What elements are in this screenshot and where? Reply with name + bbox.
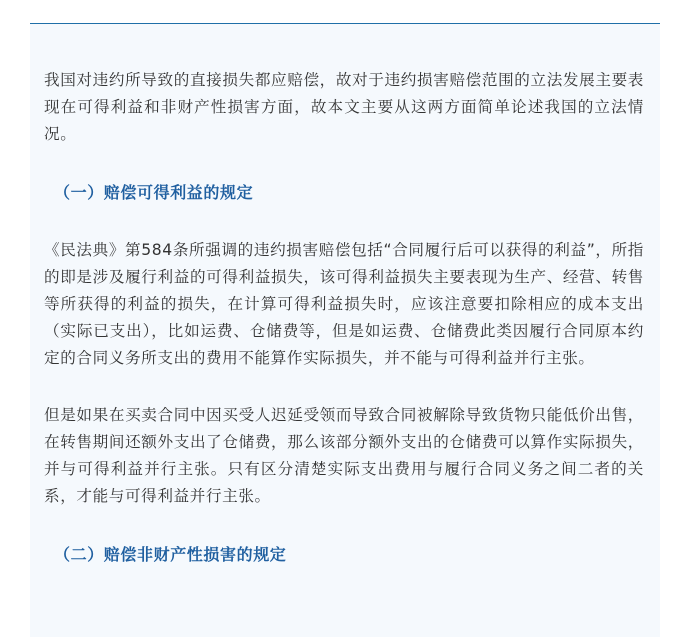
section-heading-non-property-damage: （二）赔偿非财产性损害的规定 — [54, 545, 287, 564]
civil-code-paragraph: 《民法典》第584条所强调的违约损害赔偿包括“合同履行后可以获得的利益”，所指的即是涉及履行利益的可得利益损失，该可得利益损失主要表现为生产、经营、转售等所获得的利益的损失，在计算可得利益损失时，应该注意要扣除相应的成本支出（实际已支出），比如运费、仓储费等，但是如运费、仓储费此类因履行合同原本约定的合同义务所支出的费用不能算作实际损失，并不能与可得利益并行主张。 — [44, 241, 644, 367]
article-body — [44, 67, 644, 568]
sales-contract-paragraph: 但是如果在买卖合同中因买受人迟延受领而导致合同被解除导致货物只能低价出售，在转售期间还额外支出了仓储费，那么该部分额外支出的仓储费可以算作实际损失，并与可得利益并行主张。只有区分清楚实际支出费用与履行合同义务之间二者的关系，才能与可得利益并行主张。 — [44, 406, 644, 505]
intro-paragraph: 我国对违约所导致的直接损失都应赔偿，故对于违约损害赔偿范围的立法发展主要表现在可得利益和非财产性损害方面，故本文主要从这两方面简单论述我国的立法情况。 — [44, 71, 644, 143]
section-heading-expected-benefits: （一）赔偿可得利益的规定 — [54, 183, 254, 202]
